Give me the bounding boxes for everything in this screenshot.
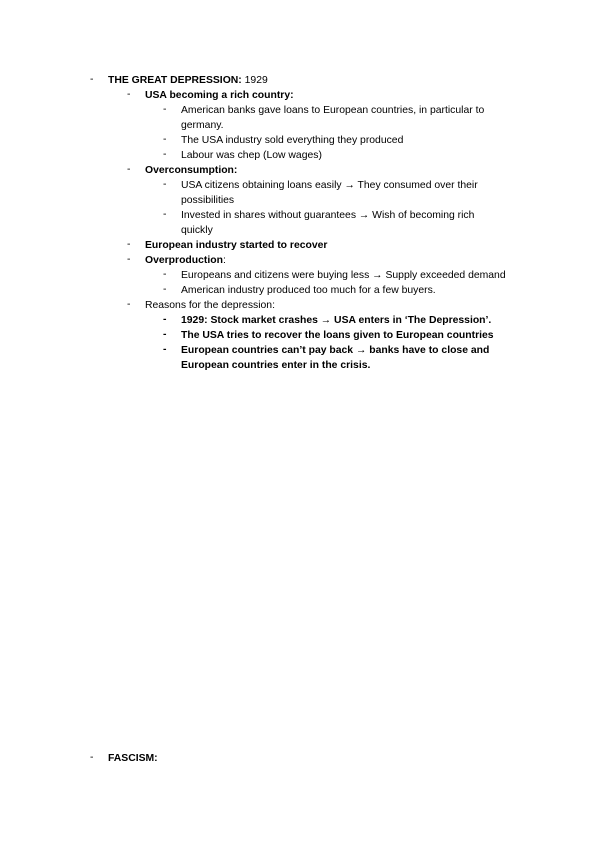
bullet-dash: - <box>90 74 94 85</box>
bullet-dash: - <box>127 299 131 310</box>
topic-label-suffix: : <box>222 255 226 266</box>
list-item: Invested in shares without guarantees → Wish of becoming rich <box>181 210 475 221</box>
list-item: Europeans and citizens were buying less → Supply exceeded demand <box>181 270 506 281</box>
list-item: 1929: Stock market crashes → USA enters in ‘The Depression’. <box>181 315 492 326</box>
bullet-dash: - <box>163 179 167 190</box>
section-title: THE GREAT DEPRESSION: <box>108 75 242 86</box>
list-item: The USA industry sold everything they produced <box>181 135 404 146</box>
list-item-continuation: European countries enter in the crisis. <box>181 360 371 371</box>
bullet-dash: - <box>127 164 131 175</box>
list-item: Labour was chep (Low wages) <box>181 150 322 161</box>
topic-heading: Overconsumption: <box>145 165 238 176</box>
bullet-dash: - <box>163 284 167 295</box>
bullet-dash: - <box>163 269 167 280</box>
list-item: American banks gave loans to European countries, in particular to <box>181 105 485 116</box>
topic-heading <box>145 254 226 267</box>
list-item: European countries can’t pay back → banks have to close and <box>181 345 490 356</box>
list-item-continuation: quickly <box>181 225 213 236</box>
topic-label: Overproduction <box>145 255 223 266</box>
bullet-dash: - <box>163 149 167 160</box>
bullet-dash: - <box>127 89 131 100</box>
bullet-dash: - <box>163 209 167 220</box>
bullet-dash: - <box>163 314 167 325</box>
bullet-dash: - <box>90 752 94 763</box>
bullet-dash: - <box>163 104 167 115</box>
bullet-dash: - <box>127 239 131 250</box>
topic-heading: USA becoming a rich country: <box>145 90 294 101</box>
bullet-dash: - <box>163 329 167 340</box>
topic-heading: Reasons for the depression: <box>145 300 275 311</box>
list-item: American industry produced too much for a few buyers. <box>181 285 436 296</box>
list-item: The USA tries to recover the loans given to European countries <box>181 330 494 341</box>
bullet-dash: - <box>163 134 167 145</box>
bullet-dash: - <box>163 344 167 355</box>
section-year: 1929 <box>241 75 268 86</box>
bullet-dash: - <box>127 254 131 265</box>
list-item: USA citizens obtaining loans easily → They consumed over their <box>181 180 478 191</box>
section-heading <box>108 74 268 87</box>
section-title: FASCISM: <box>108 753 158 764</box>
topic-heading: European industry started to recover <box>145 240 328 251</box>
list-item-continuation: germany. <box>181 120 224 131</box>
list-item-continuation: possibilities <box>181 195 235 206</box>
